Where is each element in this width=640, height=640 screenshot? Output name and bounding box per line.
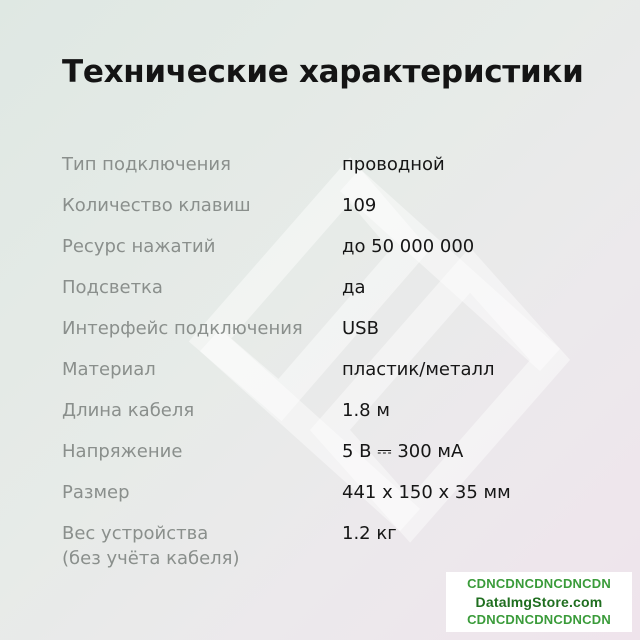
- spec-value: 1.2 кг: [342, 523, 397, 544]
- spec-row-material: [62, 357, 582, 398]
- spec-label: Размер: [62, 482, 130, 503]
- spec-table: [62, 152, 582, 581]
- spec-row-backlight: [62, 275, 582, 316]
- spec-label-line1: Вес устройства: [62, 523, 209, 544]
- watermark-line-bottom: CDNCDNCDNCDNCDN: [467, 612, 611, 627]
- spec-label-line2: (без учёта кабеля): [62, 548, 240, 569]
- spec-value: 1.8 м: [342, 400, 390, 421]
- spec-row-interface: [62, 316, 582, 357]
- spec-label: Тип подключения: [62, 154, 231, 175]
- watermark-badge: [446, 572, 632, 632]
- spec-row-keystroke-life: [62, 234, 582, 275]
- spec-value: 441 x 150 x 35 мм: [342, 482, 511, 503]
- watermark-line-top: CDNCDNCDNCDNCDN: [467, 576, 611, 591]
- spec-value: 109: [342, 195, 377, 216]
- spec-value: пластик/металл: [342, 359, 495, 380]
- spec-row-connection-type: [62, 152, 582, 193]
- spec-label: Материал: [62, 359, 156, 380]
- spec-value: USB: [342, 318, 379, 339]
- spec-row-key-count: [62, 193, 582, 234]
- spec-value: да: [342, 277, 366, 298]
- spec-label: Ресурс нажатий: [62, 236, 216, 257]
- spec-value: проводной: [342, 154, 445, 175]
- spec-label: Количество клавиш: [62, 195, 251, 216]
- page-title: Технические характеристики: [62, 54, 584, 90]
- spec-label: Напряжение: [62, 441, 183, 462]
- spec-row-cable-length: [62, 398, 582, 439]
- watermark-site: DataImgStore.com: [475, 594, 603, 610]
- spec-value: до 50 000 000: [342, 236, 475, 257]
- spec-value: 5 В ⎓ 300 мА: [342, 441, 464, 462]
- spec-label: Подсветка: [62, 277, 163, 298]
- spec-row-voltage: [62, 439, 582, 480]
- spec-label: [62, 521, 342, 571]
- spec-row-size: [62, 480, 582, 521]
- spec-label: Интерфейс подключения: [62, 318, 303, 339]
- spec-label: Длина кабеля: [62, 400, 195, 421]
